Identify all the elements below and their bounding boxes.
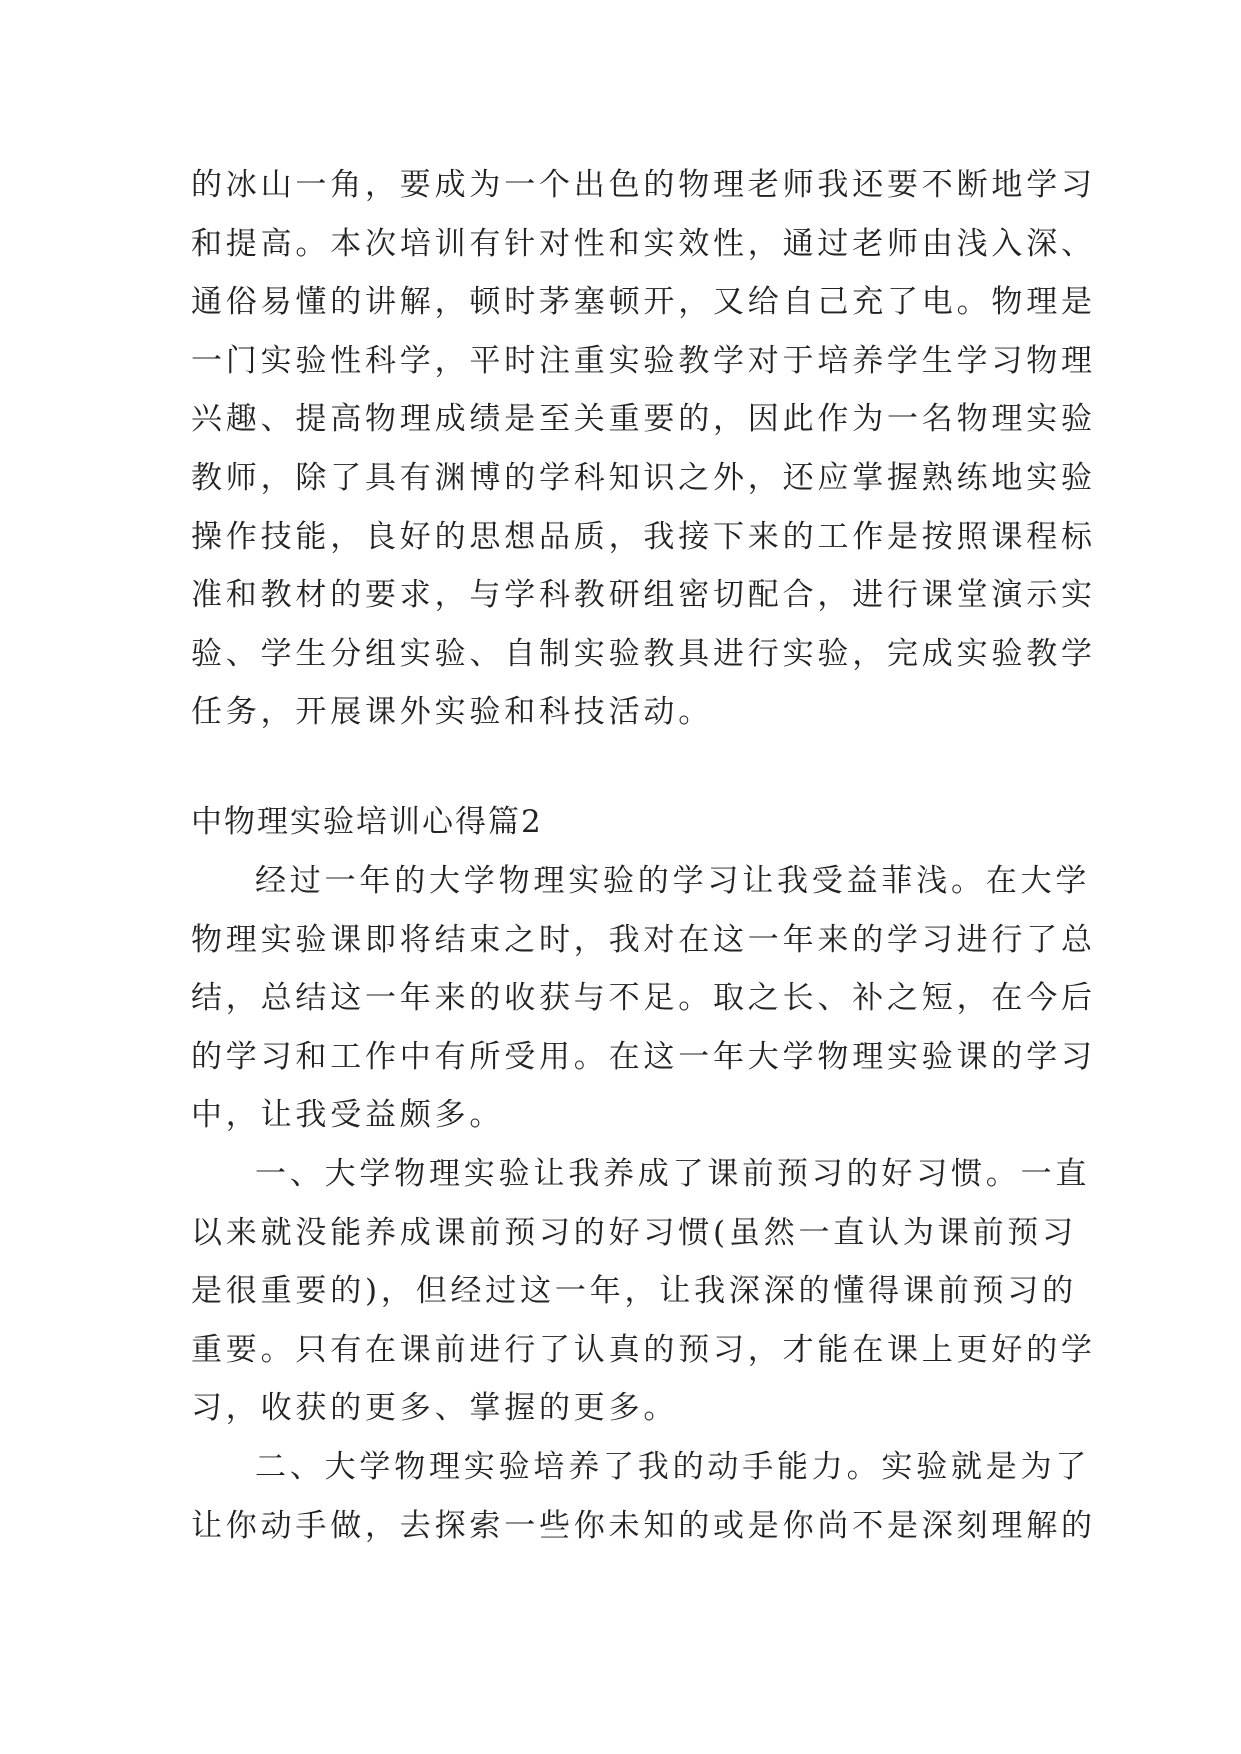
text-line: 任务，开展课外实验和科技活动。 bbox=[191, 694, 713, 731]
text-line: 让你动手做，去探索一些你未知的或是你尚不是深刻理解的 bbox=[191, 1507, 1096, 1544]
text-line: 验、学生分组实验、自制实验教具进行实验，完成实验教学 bbox=[191, 635, 1096, 672]
section-heading: 中物理实验培训心得篇2 bbox=[191, 804, 543, 840]
text-line: 习，收获的更多、掌握的更多。 bbox=[191, 1390, 679, 1427]
text-line: 物理实验课即将结束之时，我对在这一年来的学习进行了总 bbox=[191, 921, 1096, 958]
paragraph-first-line: 经过一年的大学物理实验的学习让我受益菲浅。在大学 bbox=[255, 863, 1091, 899]
text-line: 通俗易懂的讲解，顿时茅塞顿开，又给自己充了电。物理是 bbox=[191, 284, 1096, 321]
text-line: 的学习和工作中有所受用。在这一年大学物理实验课的学习 bbox=[191, 1038, 1096, 1075]
text-line: 的冰山一角，要成为一个出色的物理老师我还要不断地学习 bbox=[191, 167, 1096, 203]
text-line: 一门实验性科学，平时注重实验教学对于培养学生学习物理 bbox=[191, 342, 1096, 379]
paragraph-first-line: 一、大学物理实验让我养成了课前预习的好习惯。一直 bbox=[255, 1155, 1091, 1192]
text-line: 兴趣、提高物理成绩是至关重要的，因此作为一名物理实验 bbox=[191, 401, 1096, 438]
section-body bbox=[191, 852, 1096, 1555]
text-line: 中，让我受益颇多。 bbox=[191, 1097, 505, 1134]
text-line: 以来就没能养成课前预习的好习惯(虽然一直认为课前预习 bbox=[191, 1214, 1077, 1251]
continued-paragraph bbox=[191, 156, 1096, 742]
text-line: 结，总结这一年来的收获与不足。取之长、补之短，在今后 bbox=[191, 980, 1096, 1017]
text-line: 准和教材的要求，与学科教研组密切配合，进行课堂演示实 bbox=[191, 577, 1096, 614]
text-line: 重要。只有在课前进行了认真的预习，才能在课上更好的学 bbox=[191, 1331, 1096, 1368]
text-line: 操作技能，良好的思想品质，我接下来的工作是按照课程标 bbox=[191, 518, 1096, 555]
paragraph-first-line: 二、大学物理实验培养了我的动手能力。实验就是为了 bbox=[255, 1448, 1091, 1485]
text-line: 是很重要的)，但经过这一年，让我深深的懂得课前预习的 bbox=[191, 1273, 1077, 1310]
text-line: 和提高。本次培训有针对性和实效性，通过老师由浅入深、 bbox=[191, 225, 1096, 262]
text-line: 教师，除了具有渊博的学科知识之外，还应掌握熟练地实验 bbox=[191, 459, 1096, 496]
